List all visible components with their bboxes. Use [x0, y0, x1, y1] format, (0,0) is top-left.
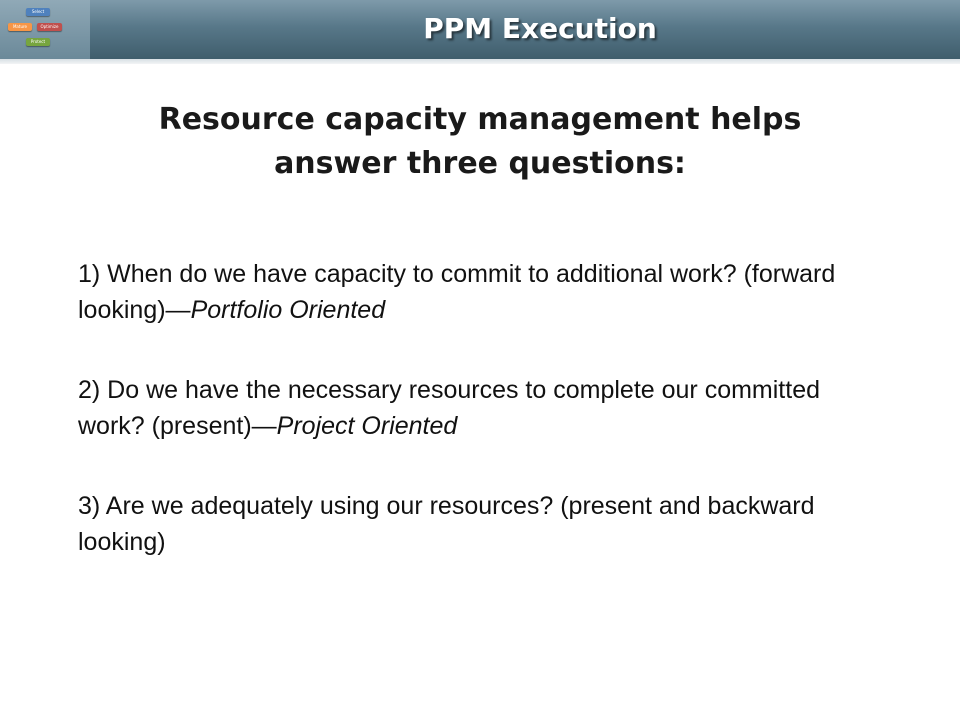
- question-2-emphasis: Project Oriented: [276, 412, 458, 440]
- logo-box-protect: Protect: [26, 38, 50, 46]
- ppm-cycle-logo: [0, 0, 90, 59]
- question-1-emphasis: Portfolio Oriented: [190, 296, 386, 324]
- header-bar: [0, 0, 960, 59]
- question-3-text: 3) Are we adequately using our resources? (present and backward looking): [78, 492, 815, 556]
- question-1: [78, 256, 890, 328]
- logo-box-optimize: Optimize: [37, 23, 62, 31]
- slide-title: [80, 98, 880, 186]
- header-title: PPM Execution: [423, 12, 657, 45]
- question-3: [78, 488, 890, 560]
- question-list: [78, 256, 890, 604]
- question-2: [78, 372, 890, 444]
- slide-title-line-1: Resource capacity management helps: [158, 102, 802, 137]
- logo-box-mature: Mature: [8, 23, 32, 31]
- question-2-text: 2) Do we have the necessary resources to complete our committed work? (present)—: [78, 376, 821, 440]
- question-1-text: 1) When do we have capacity to commit to additional work? (forward looking)—: [78, 260, 836, 324]
- slide-title-line-2: answer three questions:: [274, 146, 686, 181]
- logo-box-select: Select: [26, 8, 50, 16]
- header-divider: [0, 59, 960, 64]
